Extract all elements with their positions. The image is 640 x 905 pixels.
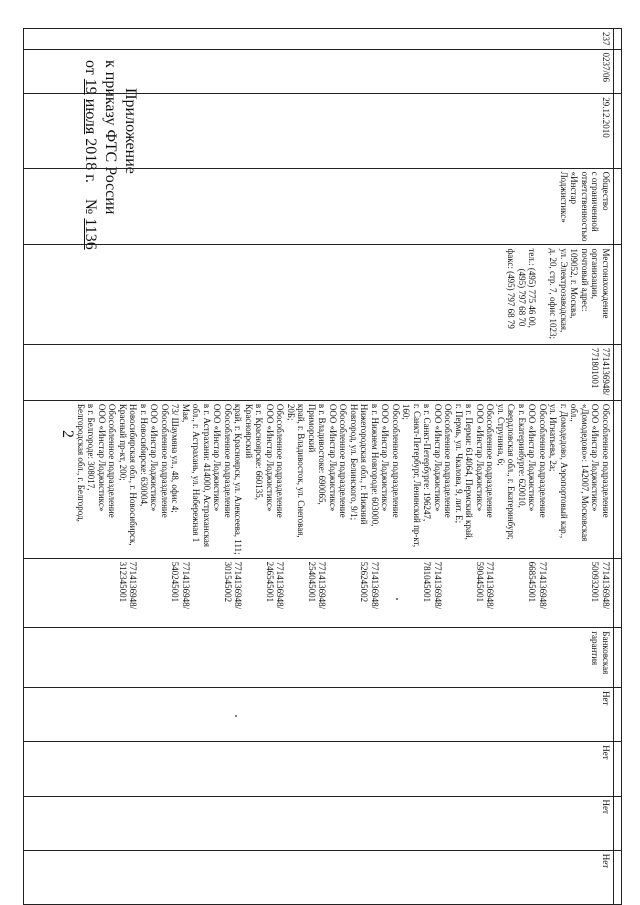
registration-date: 29.12.2010 bbox=[601, 97, 611, 138]
date-day: 19 bbox=[82, 78, 99, 95]
registration-number: 0237/06 bbox=[601, 52, 611, 83]
row-index: 237 bbox=[601, 32, 611, 46]
date-month: июля bbox=[82, 98, 99, 135]
date-prefix: от bbox=[82, 60, 99, 75]
flag-1: Нет bbox=[601, 691, 611, 706]
page-number: 2 bbox=[59, 430, 76, 438]
flag-3: Нет bbox=[601, 799, 611, 814]
organization-location: Местонахождение организации, почтовый адрес: 109052, г. Москва, ул. Электрозаводская, д. 20, стр. 7, офис 1023; тел.: (495) 775 46 00, (495) 797 68 70 факс: (495) 797 68 79 bbox=[506, 248, 611, 339]
security-type: Банковская гарантия bbox=[590, 631, 611, 675]
registry-table bbox=[23, 28, 622, 905]
table-row bbox=[24, 29, 614, 905]
header-title: Приложение bbox=[122, 88, 139, 174]
organization-name: Общество с ограниченной ответственностью «Инстар Лоджистикс» bbox=[559, 171, 611, 242]
branch-list: Обособленное подразделение ООО «Инстар Лоджистикс» «Домодедово»: 142007, Московская обл., г. Домодедово, Аэропортовый кар., ул. Игнатьева, 2а; Обособленное подразделение ООО «Инстар Лоджистикс» в г. Екатеринбурге: 620010, Свердловская обл., г. Екатеринбург, ул. Струнина, 6; Обособленное подразделение ООО «Инстар Лоджистикс» в г. Перми: 614064, Пермский край, г. Пермь, ул. Чкалова, 9, лит. Е; Обособленное подразделение ООО «Инстар Лоджистикс» в г. Санкт-Петербурге: 196247, г. Санкт-Петербург, Ленинский пр-кт, 160; Обособленное подразделение ООО «Инстар Лоджистикс» в г. Нижнем Новгороде: 603000, Нижегородская обл., г. Нижний Новгород, ул. Белинского, 9/1; Обособленное подразделение ООО «Инстар Лоджистикс» в г. Владивостоке: 690065, Приморский край, г. Владивосток, ул. Снеговая, 20Б; Обособленное подразделение ООО «Инстар Лоджистикс» в г. Красноярске: 660135, Красноярский край, г. Красноярск, ул. Алексеева, 111; Обособленное подразделение ООО «Инстар Лоджистикс» в г. Астрахани: 414000, Астраханская обл., г. Астрахань, ул. Набережная 1 Мая, 73/ Шаумяна ул., 48, офис 4; Обособленное подразделение ООО «Инстар Лоджистикс» в г. Новосибирске: 630004, Новосибирская обл., г. Новосибирск, Красный пр-кт, 200; Обособленное подразделение ООО «Инстар Лоджистикс» в г. Белгороде: 308017, Белгородская обл., г. Белгород, bbox=[76, 403, 611, 555]
inn-kpp: 7714136948/ 771801001 bbox=[590, 347, 611, 396]
date-year-suffix: г. bbox=[82, 174, 99, 184]
date-year: 2018 bbox=[82, 138, 99, 171]
header-order-line: к приказу ФТС России bbox=[102, 60, 119, 215]
flag-2: Нет bbox=[601, 745, 611, 760]
flag-4: Нет bbox=[601, 853, 611, 869]
branch-codes: 7714136948/ 500932001 7714136948/ 668545001 7714136948/ 590445001 7714136948/ 781045001 7714136948/ 526245002 7714136948/ 254045001 7714136948/ 246545001 7714136948/ 301545002 7714136948/ 540245001 7714136948/ 312345001 bbox=[118, 561, 611, 610]
scan-speck bbox=[235, 715, 237, 717]
scan-speck bbox=[396, 598, 398, 600]
table-top-row bbox=[614, 29, 622, 905]
number-prefix: № bbox=[82, 199, 99, 215]
order-number: 1136 bbox=[82, 218, 99, 250]
